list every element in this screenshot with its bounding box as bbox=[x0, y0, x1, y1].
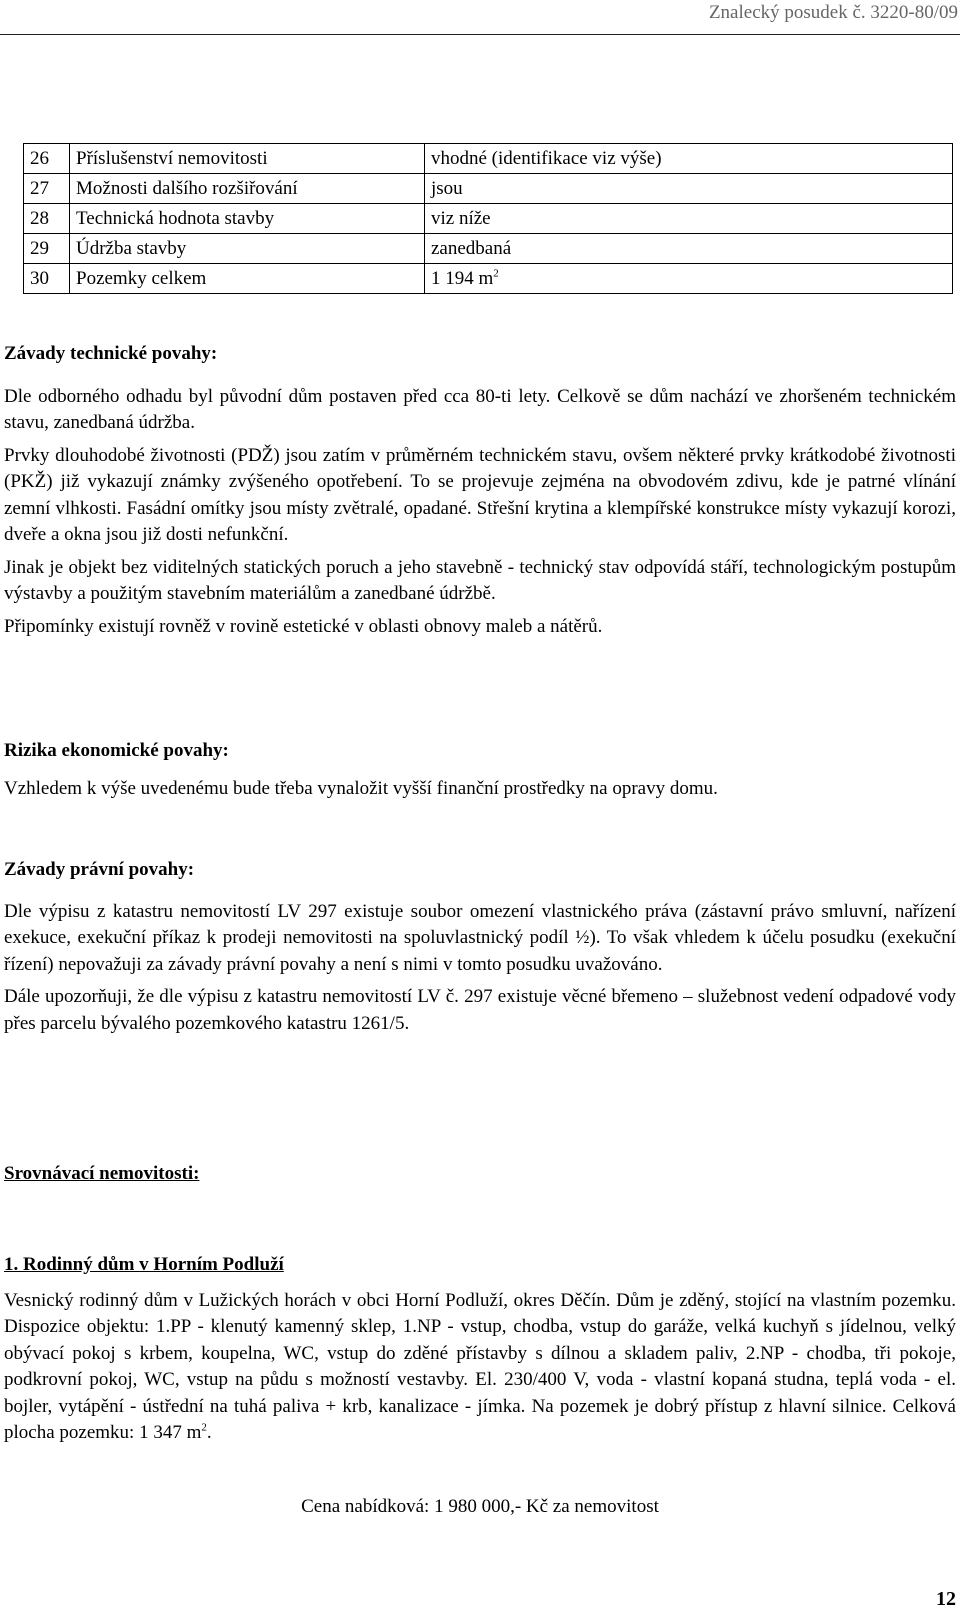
technical-paragraph-1: Dle odborného odhadu byl původní dům postaven před cca 80-ti lety. Celkově se dům nachází ve zhoršeném technickém stavu, zanedbaná údržba. bbox=[4, 385, 956, 433]
table-row bbox=[24, 144, 953, 174]
legal-paragraph-2: Dále upozorňuji, že dle výpisu z katastru nemovitostí LV č. 297 existuje věcné břemeno – služebnost vedení odpadové vody přes parcelu bývalého pozemkového katastru 1261/5. bbox=[4, 986, 956, 1034]
header-divider bbox=[0, 34, 960, 35]
row-name: Možnosti dalšího rozšiřování bbox=[70, 174, 425, 204]
row-name: Údržba stavby bbox=[70, 234, 425, 264]
economic-section bbox=[4, 738, 956, 802]
technical-paragraph-4: Připomínky existují rovněž v rovině estetické v oblasti obnovy maleb a nátěrů. bbox=[4, 615, 603, 637]
document-header-title: Znalecký posudek č. 3220-80/09 bbox=[708, 2, 958, 23]
comparative-item-1-heading: 1. Rodinný dům v Horním Podluží bbox=[4, 1254, 284, 1275]
property-table bbox=[23, 143, 953, 294]
land-area-unit-exponent: 2 bbox=[493, 267, 499, 280]
legal-section bbox=[4, 857, 956, 1037]
row-number: 26 bbox=[24, 144, 70, 174]
economic-paragraph-1: Vzhledem k výše uvedenému bude třeba vynaložit vyšší finanční prostředky na opravy domu. bbox=[4, 777, 718, 799]
land-area-value: 1 194 m bbox=[431, 268, 494, 289]
comparative-item-1 bbox=[4, 1252, 956, 1447]
comparative-heading: Srovnávací nemovitosti: bbox=[4, 1163, 200, 1184]
row-name: Technická hodnota stavby bbox=[70, 204, 425, 234]
technical-section bbox=[4, 341, 956, 640]
table-row bbox=[24, 234, 953, 264]
area-unit-exponent: 2 bbox=[201, 1421, 207, 1434]
row-value bbox=[425, 264, 953, 294]
technical-heading: Závady technické povahy: bbox=[4, 343, 218, 364]
row-value: vhodné (identifikace viz výše) bbox=[425, 144, 953, 174]
legal-heading: Závady právní povahy: bbox=[4, 859, 195, 880]
comparative-section bbox=[4, 1161, 956, 1188]
page-number: 12 bbox=[936, 1588, 956, 1610]
economic-heading: Rizika ekonomické povahy: bbox=[4, 740, 229, 761]
table-row bbox=[24, 174, 953, 204]
offer-price: Cena nabídková: 1 980 000,- Kč za nemovitost bbox=[301, 1496, 659, 1517]
technical-paragraph-3: Jinak je objekt bez viditelných statických poruch a jeho stavebně - technický stav odpovídá stáří, technologickým postupům výstavby a použitým stavebním materiálům a zanedbané údržbě. bbox=[4, 556, 956, 604]
row-number: 29 bbox=[24, 234, 70, 264]
table-row bbox=[24, 264, 953, 294]
comparative-item-1-text: Vesnický rodinný dům v Lužických horách v obci Horní Podluží, okres Děčín. Dům je zděný, stojící na vlastním pozemku. Dispozice objektu: 1.PP - klenutý kamenný sklep, 1.NP - vstup, chodba, vstup do garáže, velká kuchyň s jídelnou, velký obývací pokoj s krbem, koupelna, WC, vstup do zděné přístavby s dílnou a skladem paliv, 2.NP - chodba, tři pokoje, podkrovní pokoj, WC, vstup na půdu s možností vestavby. El. 230/400 V, voda - vlastní kopaná studna, teplá voda - el. bojler, vytápění - ústřední na tuhá paliva + krb, kanalizace - jímka. Na pozemek je dobrý přístup z hlavní silnice. Celková plocha pozemku: 1 347 $m^2$. bbox=[4, 1289, 956, 1443]
legal-paragraph-1: Dle výpisu z katastru nemovitostí LV 297 existuje soubor omezení vlastnického práva (zástavní právo smluvní, nařízení exekuce, exekuční příkaz k prodeji nemovitosti na spoluvlastnický podíl ½). To však vhledem k účelu posudku (exekuční řízení) nepovažuji za závady právní povahy a není s nimi v tomto posudku uvažováno. bbox=[4, 900, 956, 975]
row-value: viz níže bbox=[425, 204, 953, 234]
row-value: jsou bbox=[425, 174, 953, 204]
row-number: 28 bbox=[24, 204, 70, 234]
row-name: Příslušenství nemovitosti bbox=[70, 144, 425, 174]
row-value: zanedbaná bbox=[425, 234, 953, 264]
table-row bbox=[24, 204, 953, 234]
row-number: 30 bbox=[24, 264, 70, 294]
row-number: 27 bbox=[24, 174, 70, 204]
row-name: Pozemky celkem bbox=[70, 264, 425, 294]
technical-paragraph-2: Prvky dlouhodobé životnosti (PDŽ) jsou zatím v průměrném technickém stavu, ovšem některé prvky krátkodobé životnosti (PKŽ) již vykazují známky zvýšeného opotřebení. To se projevuje zejména na obvodovém zdivu, kde je patrné vlínání zemní vlhkosti. Fasádní omítky jsou místy zvětralé, opadané. Střešní krytina a klempířské konstrukce místy vykazují korozi, dveře a okna jsou již dosti nefunkční. bbox=[4, 444, 956, 545]
